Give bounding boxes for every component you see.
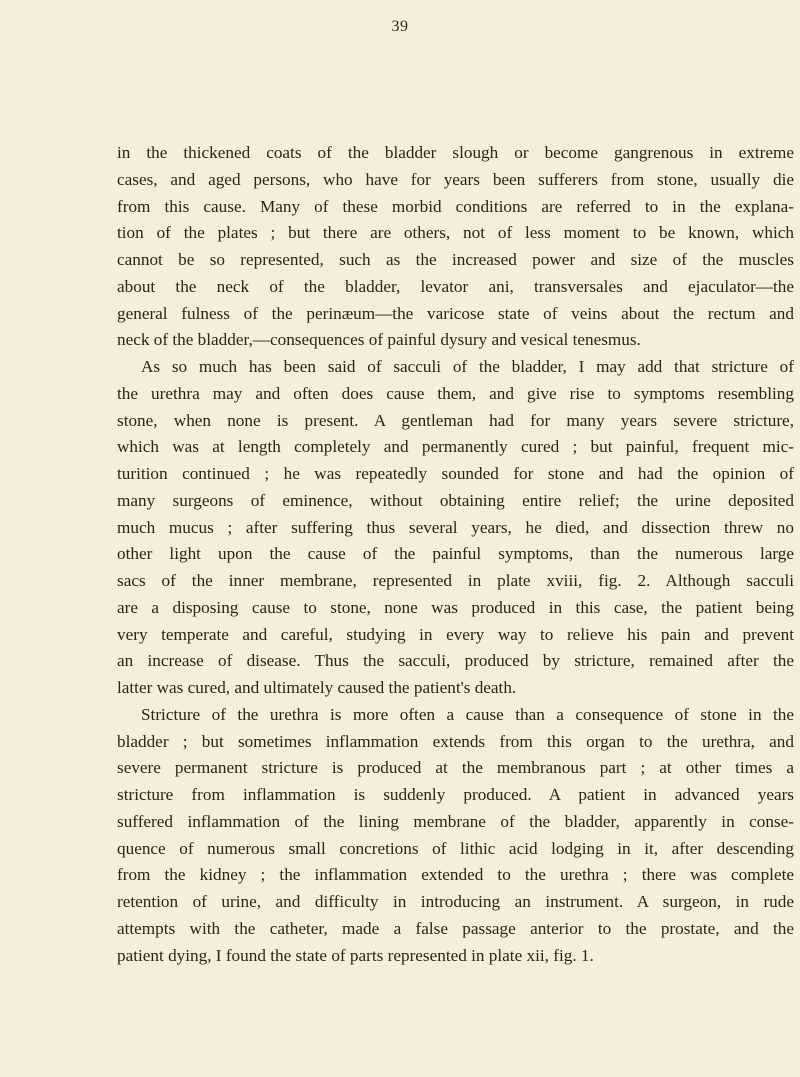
text-line: As so much has been said of sacculi of the bladder, I may add that stricture of [141,357,794,376]
text-line: turition continued ; he was repeatedly sounded for stone and had the opinion of [117,464,794,483]
text-line: which was at length completely and permanently cured ; but painful, frequent mic- [117,437,794,457]
text-line: severe permanent stricture is produced at the membranous part ; at other times a [117,758,794,778]
text-line: the urethra may and often does cause them, and give rise to symptoms resembling [117,383,794,403]
text-line: about the neck of the bladder, levator ani, transversales and ejaculator—the [117,276,794,296]
text-line: many surgeons of eminence, without obtaining entire relief; the urine deposited [117,490,794,510]
text-line: sacs of the inner membrane, represented in plate xviii, fig. 2. Although sacculi [117,571,794,590]
text-line: suffered inflammation of the lining membrane of the bladder, apparently in conse- [117,811,794,831]
page-number: 39 [391,18,409,35]
text-line: bladder ; but sometimes inflammation extends from this organ to the urethra, and [117,731,794,751]
text-line: patient dying, I found the state of parts represented in plate xii, fig. 1. [117,945,594,965]
paragraph-2 [117,354,794,702]
text-line: are a disposing cause to stone, none was produced in this case, the patient being [117,597,794,617]
text-line: stone, when none is present. A gentleman had for many years severe stricture, [117,410,794,430]
text-line: neck of the bladder,—consequences of painful dysury and vesical tenesmus. [117,330,641,350]
text-line: cases, and aged persons, who have for years been sufferers from stone, usually die [117,169,794,189]
text-line: general fulness of the perinæum—the varicose state of veins about the rectum and [117,303,794,323]
text-line: cannot be so represented, such as the increased power and size of the muscles [117,250,794,269]
text-line: from this cause. Many of these morbid conditions are referred to in the explana- [117,196,794,216]
text-line: in the thickened coats of the bladder slough or become gangrenous in extreme [117,143,794,162]
text-line: quence of numerous small concretions of lithic acid lodging in it, after descending [117,838,794,858]
body-text [117,140,794,969]
text-line: very temperate and careful, studying in every way to relieve his pain and prevent [117,624,794,644]
text-line: retention of urine, and difficulty in introducing an instrument. A surgeon, in rude [117,892,794,911]
text-line: latter was cured, and ultimately caused the patient's death. [117,678,517,697]
text-line: attempts with the catheter, made a false passage anterior to the prostate, and the [117,918,794,938]
text-line: from the kidney ; the inflammation extended to the urethra ; there was complete [117,865,794,885]
text-line: Stricture of the urethra is more often a cause than a consequence of stone in the [141,704,794,724]
text-line: tion of the plates ; but there are others, not of less moment to be known, which [117,223,794,243]
text-line: an increase of disease. Thus the sacculi, produced by stricture, remained after the [117,651,794,671]
text-line: other light upon the cause of the painful symptoms, than the numerous large [117,544,794,564]
text-line: much mucus ; after suffering thus several years, he died, and dissection threw no [117,517,794,537]
paragraph-3 [117,702,794,970]
text-line: stricture from inflammation is suddenly produced. A patient in advanced years [117,785,794,804]
paragraph-1 [117,140,794,354]
